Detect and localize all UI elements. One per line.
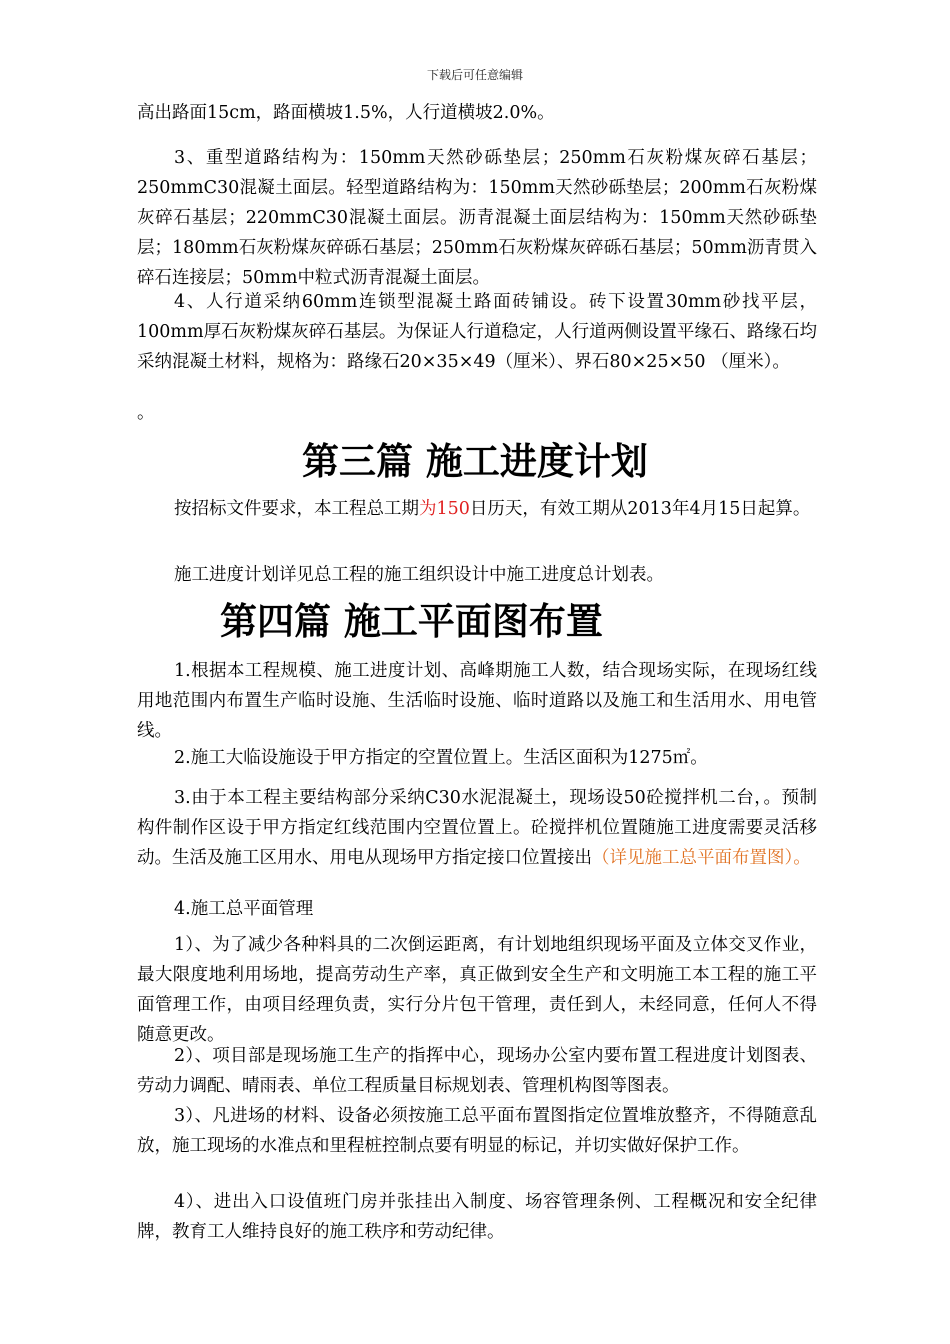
paragraph-road-slope: 高出路面15cm，路面横坡1.5%，人行道横坡2.0%。 [137, 103, 555, 123]
paragraph-sidewalk: 4、人行道采纳60mm连锁型混凝土路面砖铺设。砖下设置30mm砂找平层，100mm厚石灰粉煤灰碎石基层。为保证人行道稳定，人行道两侧设置平缘石、路缘石均采纳混凝土材料，规格为：路缘石20×35×49（厘米）、界石80×25×50 （厘米）。 [137, 292, 817, 372]
item-4: 4.施工总平面管理 [174, 899, 314, 919]
schedule-text-1: 按招标文件要求，本工程总工期 [174, 499, 419, 519]
item-3-text: 3.由于本工程主要结构部分采纳C30水泥混凝土，现场设50砼搅拌机二台，。预制构件制作区设于甲方指定红线范围内空置位置上。砼搅拌机位置随施工进度需要灵活移动。生活及施工区用水、用电从现场甲方指定接口位置接出 [137, 788, 817, 868]
sub-item-2: 2）、项目部是现场施工生产的指挥中心，现场办公室内要布置工程进度计划图表、劳动力调配、晴雨表、单位工程质量目标规划表、管理机构图等图表。 [137, 1046, 817, 1096]
item-3-reference: （详见施工总平面布置图）。 [592, 848, 811, 868]
page-header: 下载后可任意编辑 [426, 68, 523, 82]
section-heading-4: 第四篇 施工平面图布置 [220, 600, 603, 643]
sub-item-4: 4）、进出入口设值班门房并张挂出入制度、场容管理条例、工程概况和安全纪律牌，教育工人维持良好的施工秩序和劳动纪律。 [137, 1192, 817, 1242]
schedule-duration-highlight: 为150 [419, 499, 470, 519]
paragraph-road-structure: 3、重型道路结构为：150mm天然砂砾垫层；250mm石灰粉煤灰碎石基层；250mmC30混凝土面层。轻型道路结构为：150mm天然砂砾垫层；200mm石灰粉煤灰碎石基层；220mmC30混凝土面层。沥青混凝土面层结构为：150mm天然砂砾垫层；180mm石灰粉煤灰碎砾石基层；250mm石灰粉煤灰碎砾石基层；50mm沥青贯入碎石连接层；50mm中粒式沥青混凝土面层。 [137, 148, 817, 288]
sub-item-3: 3）、凡进场的材料、设备必须按施工总平面布置图指定位置堆放整齐，不得随意乱放，施工现场的水准点和里程桩控制点要有明显的标记，并切实做好保护工作。 [137, 1106, 817, 1156]
item-2: 2.施工大临设施设于甲方指定的空置位置上。生活区面积为1275㎡。 [174, 748, 708, 768]
paragraph-schedule [137, 494, 817, 524]
sub-item-1: 1）、为了减少各种料具的二次倒运距离，有计划地组织现场平面及立体交叉作业，最大限度地利用场地，提高劳动生产率，真正做到安全生产和文明施工本工程的施工平面管理工作，由项目经理负责，实行分片包干管理，责任到人，未经同意，任何人不得随意更改。 [137, 935, 817, 1045]
schedule-text-2: 日历天，有效工期从2013年4月15日起算。 [469, 499, 811, 519]
section-heading-3: 第三篇 施工进度计划 [302, 440, 648, 483]
paragraph-schedule-reference: 施工进度计划详见总工程的施工组织设计中施工进度总计划表。 [174, 565, 664, 585]
item-1: 1.根据本工程规模、施工进度计划、高峰期施工人数，结合现场实际，在现场红线用地范围内布置生产临时设施、生活临时设施、临时道路以及施工和生活用水、用电管线。 [137, 661, 817, 741]
stray-punctuation: 。 [137, 403, 155, 423]
item-3 [137, 783, 817, 873]
